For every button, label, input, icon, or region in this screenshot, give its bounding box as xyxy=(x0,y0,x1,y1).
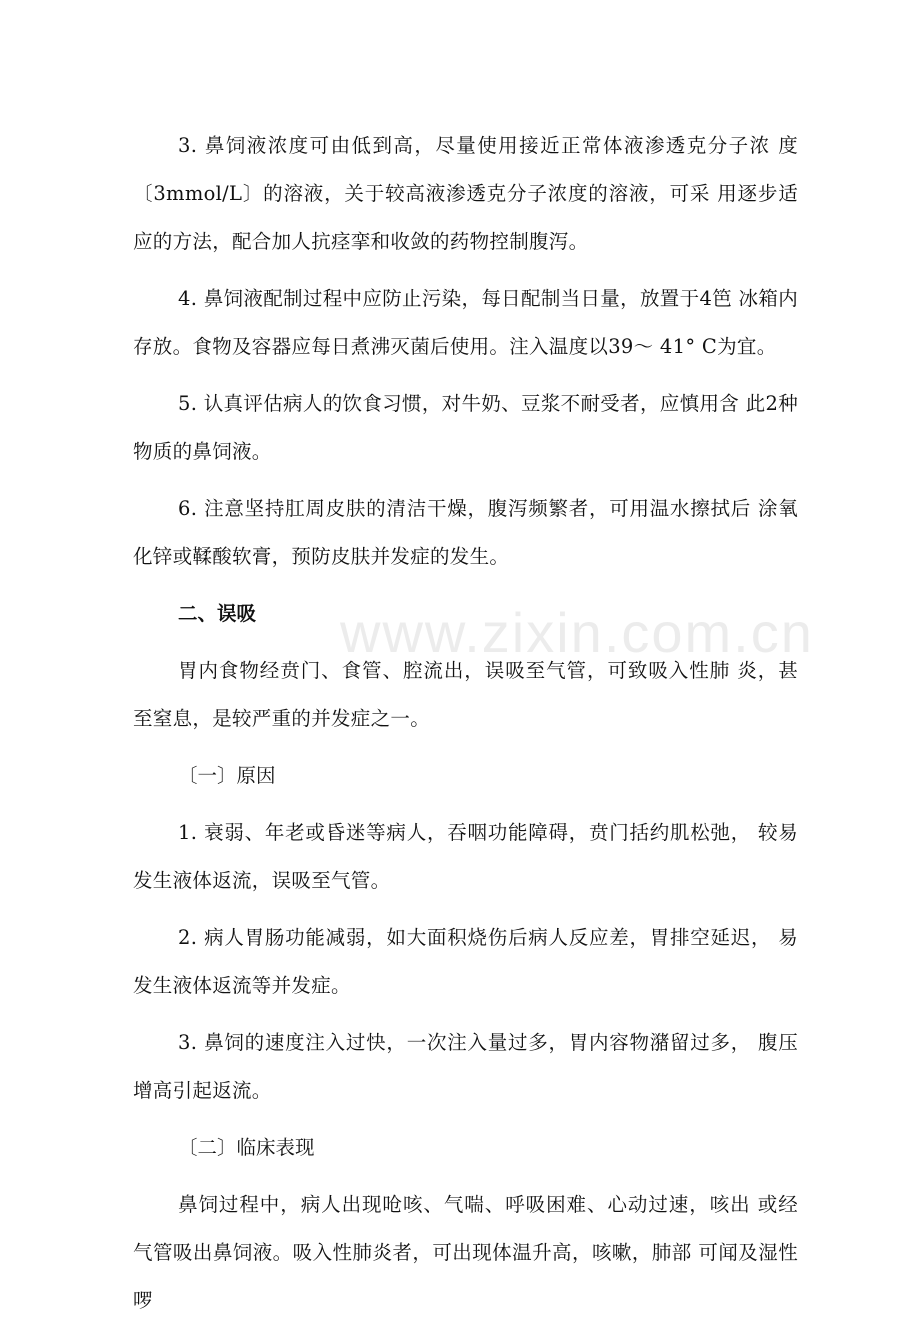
paragraph-item-6: 6. 注意坚持肛周皮肤的清洁干燥，腹泻频繁者，可用温水擦拭后 涂氧化锌或鞣酸软膏，预防皮肤并发症的发生。 xyxy=(133,497,798,568)
paragraph-item-3: 3. 鼻饲液浓度可由低到高，尽量使用接近正常体液渗透克分子浓 度〔3mmol/L〕的溶液，关于较高液渗透克分子浓度的溶液，可采 用逐步适应的方法，配合加人抗痉挛和收敛的药物控制腹泻。 xyxy=(133,134,798,253)
paragraph-aspiration-intro: 胃内食物经贲门、食管、腔流出，误吸至气管，可致吸入性肺 炎，甚至窒息，是较严重的并发症之一。 xyxy=(133,659,798,730)
watermark: www.zixin.com.cn xyxy=(340,601,814,664)
paragraph-cause-2: 2. 病人胃肠功能减弱，如大面积烧伤后病人反应差，胃排空延迟， 易发生液体返流等并发症。 xyxy=(133,926,798,997)
subheading-clinical-manifestations: 〔二〕临床表现 xyxy=(178,1136,315,1159)
paragraph-clinical-manifestations: 鼻饲过程中，病人出现呛咳、气喘、呼吸困难、心动过速，咳出 或经气管吸出鼻饲液。吸入性肺炎者，可出现体温升高，咳嗽，肺部 可闻及湿性啰 xyxy=(133,1193,798,1312)
section-heading-aspiration: 二、误吸 xyxy=(178,602,257,625)
paragraph-item-5: 5. 认真评估病人的饮食习惯，对牛奶、豆浆不耐受者，应慎用含 此2种物质的鼻饲液。 xyxy=(133,392,798,463)
paragraph-item-4: 4. 鼻饲液配制过程中应防止污染，每日配制当日量，放置于4笆 冰箱内存放。食物及容器应每日煮沸灭菌后使用。注入温度以39～ 41° C为宜。 xyxy=(133,287,798,358)
document-body xyxy=(133,122,798,1334)
subheading-causes: 〔一〕原因 xyxy=(178,764,276,787)
paragraph-cause-1: 1. 衰弱、年老或昏迷等病人，吞咽功能障碍，贲门括约肌松弛， 较易发生液体返流，误吸至气管。 xyxy=(133,821,798,892)
paragraph-cause-3: 3. 鼻饲的速度注入过快，一次注入量过多，胃内容物潴留过多， 腹压增高引起返流。 xyxy=(133,1031,798,1102)
